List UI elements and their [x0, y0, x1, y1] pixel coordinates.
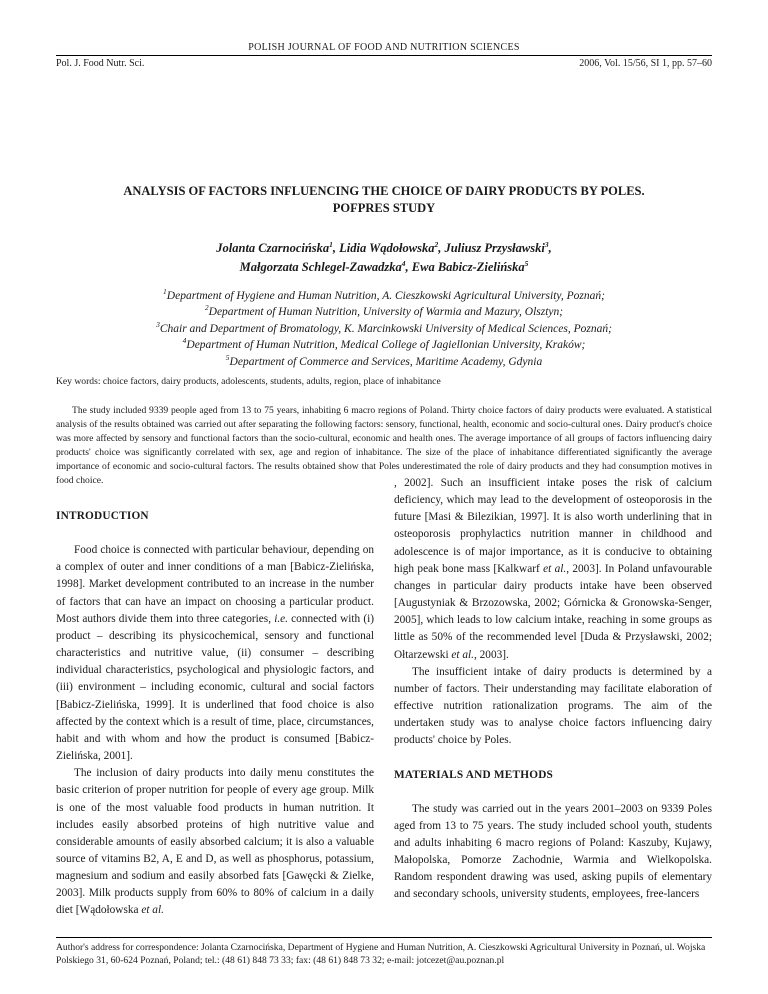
title-line-2: POFPRES STUDY	[332, 201, 436, 215]
right-column	[394, 475, 712, 904]
author-name: , Juliusz Przysławski	[438, 241, 545, 255]
affiliation-text: Department of Human Nutrition, Medical College of Jagiellonian University, Kraków;	[186, 339, 586, 352]
citation-info: 2006, Vol. 15/56, SI 1, pp. 57–60	[579, 58, 712, 69]
affiliation-text: Chair and Department of Bromatology, K. Marcinkowski University of Medical Sciences, Poznań;	[159, 322, 612, 335]
affiliations	[56, 288, 712, 370]
text-run: , 2003]. In Poland unfavourable changes in particular dairy products intake have been observed [Augustyniak & Brzozowska, 2002; Górnicka & Gronowska-Senger, 2005], which leads to low calcium intake, reaching in some groups as little as 50% of the recommended level [Duda & Przysławski, 2002; Ołtarzewski	[394, 562, 712, 661]
article-title	[60, 183, 708, 217]
text-run: , 2002]. Such an insufficient intake poses the risk of calcium deficiency, which may lead to the development of osteoporosis in the future [Masi & Bilezikian, 1997]. It is also worth underlining that in osteoporosis prophylactics nutrition manner in childhood and adolescence is of major importance, as it is conducive to obtaining high peak bone mass [Kalkwarf	[394, 477, 712, 575]
affiliation-line	[56, 304, 712, 320]
affiliation-line	[56, 321, 712, 337]
paragraph: The study was carried out in the years 2001–2003 on 9339 Poles aged from 13 to 75 years. The study included school youth, students and adults inhabiting 6 macro regions of Poland: Kaszuby, Kujawy, Małopolska, Pomorze Zachodnie, Warmia and Wielkopolska. Random respondent drawing was used, asking pupils of elementary and secondary schools, university students, employees, free-lancers	[394, 802, 712, 901]
affiliation-line	[56, 337, 712, 353]
paragraph	[56, 765, 374, 919]
section-heading-methods: MATERIALS AND METHODS	[394, 768, 554, 781]
affiliation-text: Department of Human Nutrition, University of Warmia and Mazury, Olsztyn;	[208, 306, 564, 319]
paragraph	[56, 542, 374, 765]
text-run: Food choice is connected with particular behaviour, depending on a complex of outer and inner conditions of a man [Babicz-Zielińska, 1998]. Market development contributed to an increase in the number of factors that can have an impact on choosing a particular product. Most authors divide them into three categories,	[56, 544, 374, 625]
correspondence-footnote: Author's address for correspondence: Jolanta Czarnocińska, Department of Hygiene and Human Nutrition, A. Cieszkowski Agricultural University in Poznań, ul. Wojska Polskiego 31, 60-624 Poznań, Poland; tel.: (48 61) 848 73 33; fax: (48 61) 848 73 32; e-mail: jotcezet@au.poznan.pl	[56, 942, 706, 966]
affiliation-text: Department of Commerce and Services, Maritime Academy, Gdynia	[229, 355, 543, 368]
text-run: i.e.	[274, 612, 288, 625]
affiliation-number: 4	[182, 336, 187, 346]
author-affiliation-mark: 1	[329, 239, 333, 249]
keywords: Key words: choice factors, dairy products, adolescents, students, adults, region, place of inhabitance	[56, 376, 441, 387]
text-run: et al.	[543, 562, 567, 575]
author-affiliation-mark: 4	[401, 258, 406, 268]
author-list	[60, 239, 708, 277]
left-column	[56, 508, 374, 920]
footnote-rule	[56, 937, 712, 938]
affiliation-number: 3	[156, 319, 160, 329]
affiliation-line	[56, 288, 712, 304]
affiliation-number: 2	[204, 303, 209, 313]
affiliation-line	[56, 354, 712, 370]
header-rule	[56, 55, 712, 56]
paragraph-continued	[394, 475, 712, 664]
journal-abbreviation: Pol. J. Food Nutr. Sci.	[56, 58, 145, 69]
author-affiliation-mark: 5	[524, 258, 529, 268]
text-run: , 2003].	[474, 648, 509, 661]
text-run: et al.	[141, 904, 164, 917]
journal-name: POLISH JOURNAL OF FOOD AND NUTRITION SCIENCES	[248, 42, 520, 53]
text-run: The inclusion of dairy products into daily menu constitutes the basic criterion of proper nutrition for people of every age group. Milk is one of the most valuable food products in human nutrition. It includes easily absorbed proteins of high nutritive value and considerable amounts of easily absorbed calcium; it is also a valuable source of vitamins B2, A, E and D, as well as phosphorus, potassium, magnesium and sodium and easily absorbed fats [Gawęcki & Zielke, 2003]. Milk products supply from 60% to 80% of calcium in a daily diet [Wądołowska	[56, 767, 374, 917]
author-separator: ,	[548, 241, 552, 255]
abstract: The study included 9339 people aged from 13 to 75 years, inhabiting 6 macro regions of Poland. Thirty choice factors of dairy products were evaluated. A statistical analysis of the results obtained was carried out after separating the following factors: sensory, functional, health, economic and socio-cultural ones. Dairy product's choice was more affected by sensory and functional factors than the socio-cultural, economic and health ones. The average importance of all groups of factors influencing dairy products' choice was significantly correlated with sex, age and region of inhabitance. The size of the place of inhabitance differentiated significantly the average importance of economic and socio-cultural factors. The results obtained show that Poles underestimated the role of dairy products and they had consumption motives in food choice.	[56, 405, 712, 486]
section-heading-introduction: INTRODUCTION	[56, 510, 149, 522]
author-name: , Lidia Wądołowska	[332, 241, 435, 255]
author-affiliation-mark: 2	[434, 239, 439, 249]
affiliation-text: Department of Hygiene and Human Nutrition, A. Cieszkowski Agricultural University, Poznań;	[166, 290, 605, 302]
affiliation-number: 1	[163, 287, 167, 297]
author-name: , Ewa Babicz-Zielińska	[405, 260, 525, 274]
text-run: et al.	[451, 648, 474, 661]
text-run: connected with (i) product – describing its physicochemical, sensory and functional characteristics and nutritive value, (ii) consumer – describing individual characteristics, psychological and physiologic factors, and (iii) environment – including economic, cultural and social factors [Babicz-Zielińska, 1999]. It is underlined that food choice is also affected by the context which is a result of time, place, circumstances, habit and with whom and how the product is consumed [Babicz-Zielińska, 2001].	[56, 612, 375, 763]
affiliation-number: 5	[225, 352, 230, 362]
author-name: Jolanta Czarnocińska	[216, 241, 330, 255]
paragraph: The insufficient intake of dairy products is determined by a number of factors. Their understanding may facilitate elaboration of effective nutrition rationalization programs. The aim of the undertaken study was to analyse choice factors influencing dairy products' choice by Poles.	[394, 665, 712, 747]
author-affiliation-mark: 3	[544, 239, 549, 249]
title-line-1: ANALYSIS OF FACTORS INFLUENCING THE CHOICE OF DAIRY PRODUCTS BY POLES.	[123, 184, 645, 198]
author-name: Małgorzata Schlegel-Zawadzka	[239, 260, 402, 274]
